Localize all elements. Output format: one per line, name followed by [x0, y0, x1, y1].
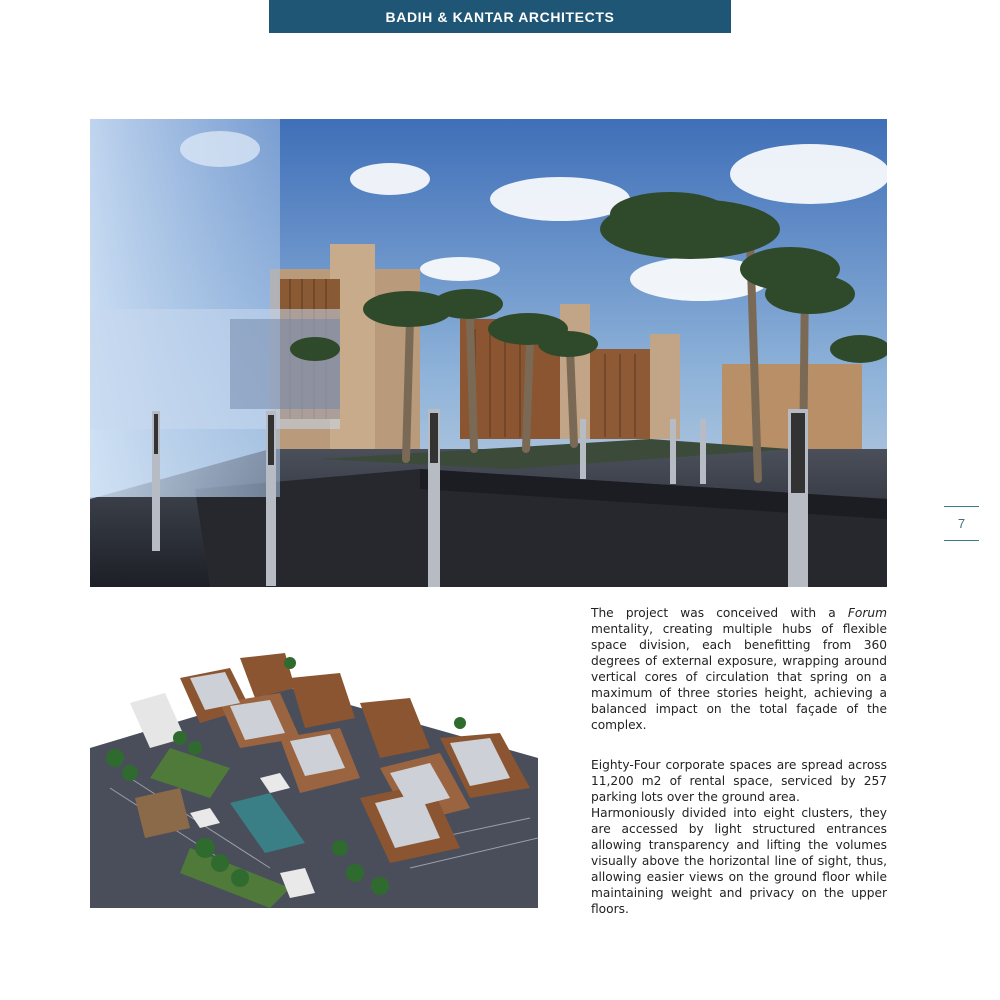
header-title: BADIH & KANTAR ARCHITECTS — [385, 8, 615, 25]
page-number — [944, 506, 979, 541]
p1-text-after: mentality, creating multiple hubs of flexible space division, each benefitting from 360 degrees of external exposure, wrapping around vertical cores of circulation that spring on a maximum of three stories height, achieving a balanced impact on the total façade of the complex. — [591, 622, 887, 732]
p2-line-a: Eighty-Four corporate spaces are spread across 11,200 m2 of rental space, serviced by 257 parking lots over the ground area. — [591, 758, 887, 804]
page-number-label: 7 — [957, 516, 966, 531]
aerial-rendering-image — [90, 648, 538, 908]
p1-italic-forum: Forum — [847, 606, 887, 620]
p2-line-b: Harmoniously divided into eight clusters, they are accessed by light structured entrances allowing transparency and lifting the volumes visually above the horizontal line of sight, thus, allowing easier views on the ground floor while maintaining weight and privacy on the upper floors. — [591, 806, 887, 916]
description-paragraph-2 — [591, 757, 887, 917]
p1-text-before: The project was conceived with a — [591, 606, 848, 620]
header-banner — [269, 0, 731, 33]
description-paragraph-1 — [591, 605, 887, 733]
exterior-rendering-image — [90, 119, 887, 587]
